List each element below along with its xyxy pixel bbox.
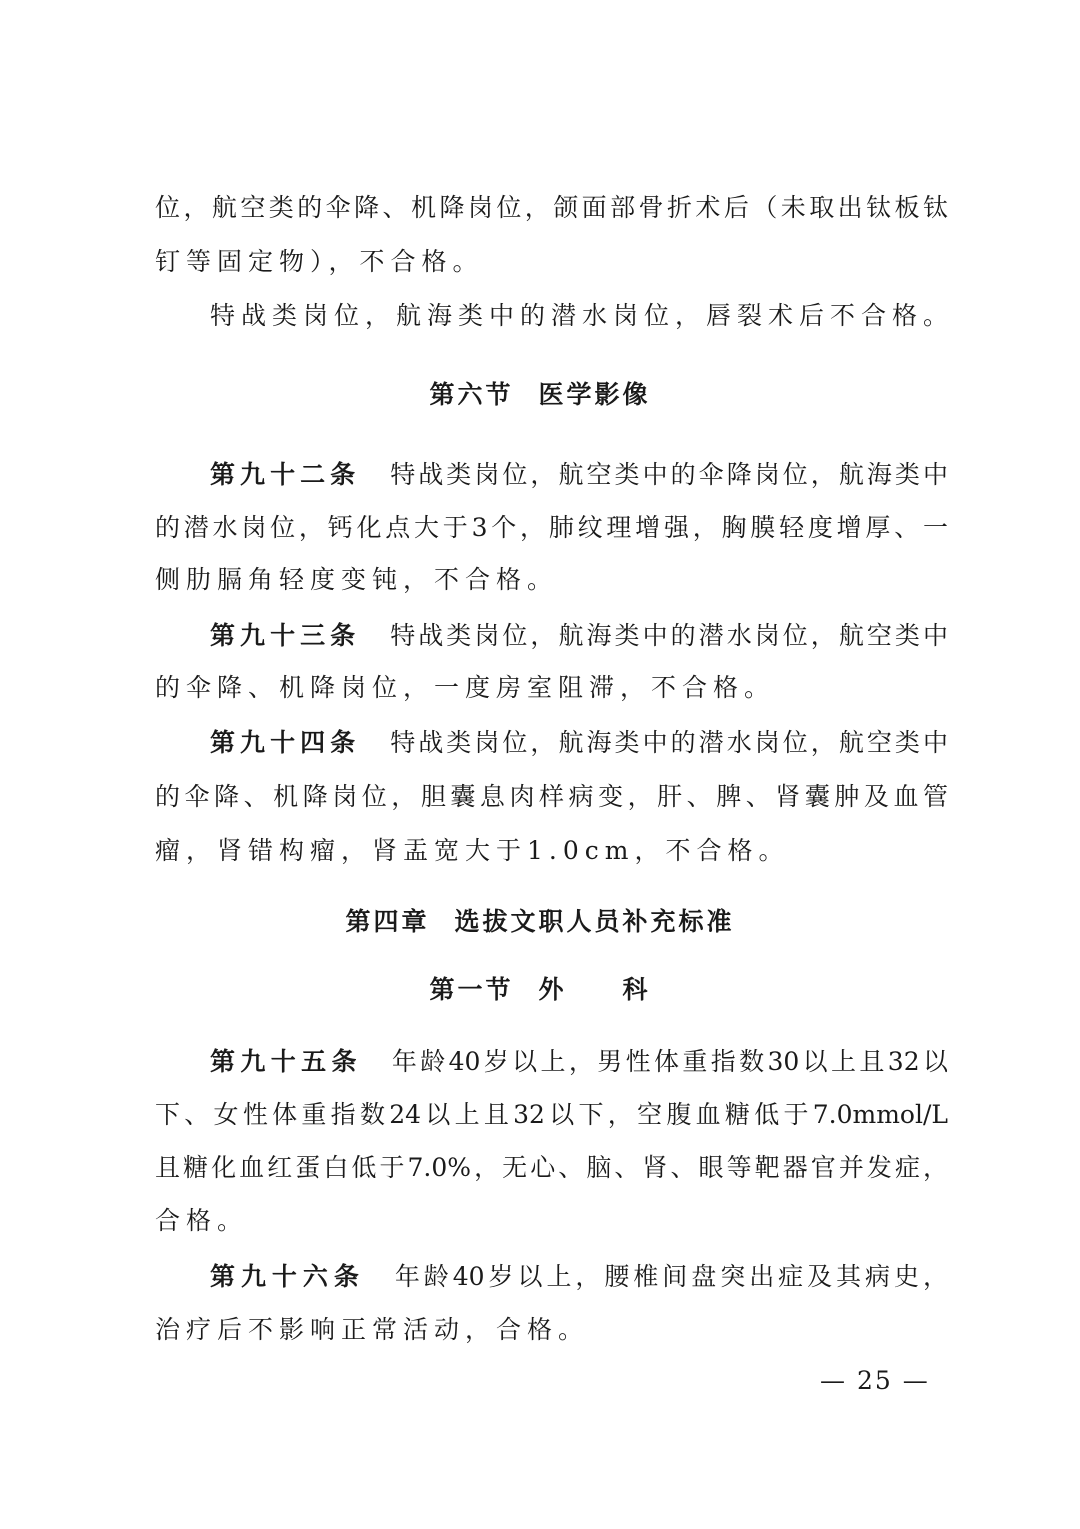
article-label: 第九十五条 (210, 1047, 362, 1076)
section-title: 外 科 (538, 975, 651, 1004)
text-line: 特战类岗位，航海类中的潜水岗位，航空类中 (390, 621, 948, 650)
text-line: 的伞降、机降岗位，一度房室阻滞，不合格。 (155, 673, 776, 702)
chapter-title: 选拔文职人员补充标准 (454, 907, 735, 936)
text-line: 年龄40岁以上，腰椎间盘突出症及其病史， (394, 1262, 948, 1291)
text-line: 特战类岗位，航海类中的潜水岗位，航空类中 (390, 728, 948, 757)
article-label: 第九十六条 (210, 1262, 365, 1291)
section-heading (0, 973, 1080, 1007)
chapter-heading (0, 905, 1080, 939)
article-92 (210, 458, 948, 492)
text-line: 钉等固定物），不合格。 (155, 247, 484, 276)
section-title: 医学影像 (538, 380, 651, 409)
text-line: 年龄40岁以上，男性体重指数30以上且32以 (391, 1047, 948, 1076)
text-line: 合格。 (155, 1206, 249, 1235)
text-line: 下、女性体重指数24以上且32以下，空腹血糖低于7.0mmol/L (155, 1100, 948, 1129)
text-line: 特战类岗位，航空类中的伞降岗位，航海类中 (390, 460, 948, 489)
page-number: — 25 — (820, 1366, 930, 1395)
article-96 (210, 1260, 948, 1294)
text-line: 治疗后不影响正常活动，合格。 (155, 1315, 590, 1344)
article-94 (210, 726, 948, 760)
text-line: 侧肋膈角轻度变钝，不合格。 (155, 565, 559, 594)
section-label: 第一节 (429, 975, 514, 1004)
text-line: 的伞降、机降岗位，胆囊息肉样病变，肝、脾、肾囊肿及血管 (155, 782, 948, 811)
text-line: 瘤，肾错构瘤，肾盂宽大于1.0cm，不合格。 (155, 836, 790, 865)
text-line: 的潜水岗位，钙化点大于3个，肺纹理增强，胸膜轻度增厚、一 (155, 513, 948, 542)
section-heading (0, 378, 1080, 412)
text-line: 且糖化血红蛋白低于7.0%，无心、脑、肾、眼等靶器官并发症， (155, 1153, 948, 1182)
section-label: 第六节 (429, 380, 514, 409)
article-label: 第九十三条 (210, 621, 361, 650)
text-line: 位，航空类的伞降、机降岗位，颌面部骨折术后（未取出钛板钛 (155, 193, 948, 222)
text-line: 特战类岗位，航海类中的潜水岗位，唇裂术后不合格。 (210, 301, 955, 330)
article-label: 第九十四条 (210, 728, 361, 757)
chapter-label: 第四章 (345, 907, 430, 936)
article-95 (210, 1045, 948, 1079)
article-93 (210, 619, 948, 653)
article-label: 第九十二条 (210, 460, 361, 489)
